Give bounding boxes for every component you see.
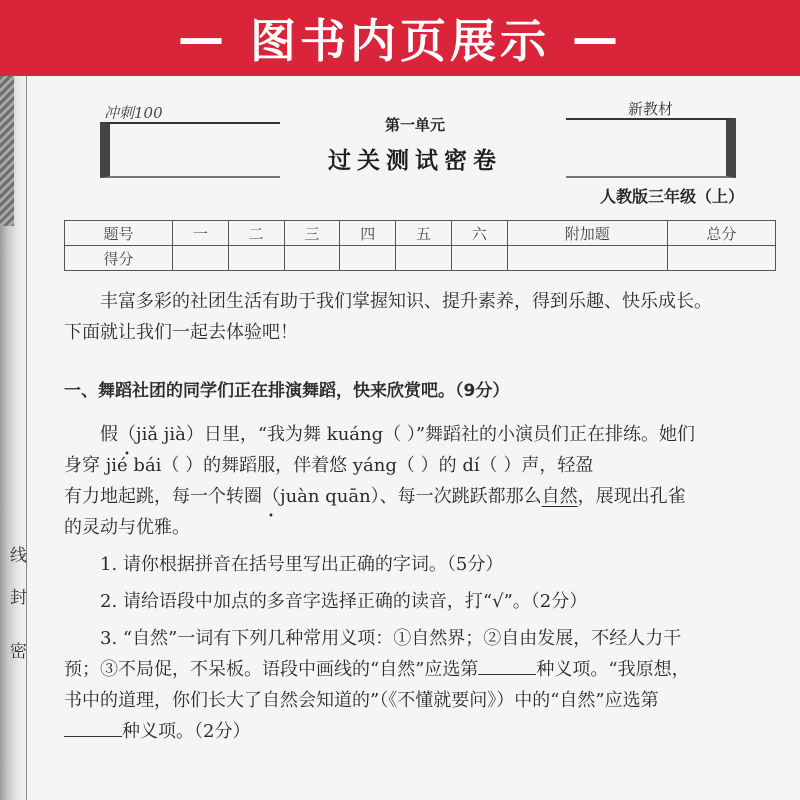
- side-word-seal: 封: [6, 588, 26, 605]
- question-3-text: 种义项。（2分）: [122, 721, 251, 742]
- side-word-line: 线: [6, 546, 26, 563]
- question-3-text: 预；③不局促，不呆板。语段中画线的“自然”应选第: [64, 659, 479, 680]
- section-one: [64, 376, 780, 747]
- passage: [64, 419, 780, 543]
- underlined-word: 自然: [541, 486, 578, 507]
- page-banner: [0, 0, 800, 76]
- table-cell: 二: [228, 221, 284, 246]
- score-blank-cell[interactable]: [284, 246, 340, 271]
- passage-text: 的灵动与优雅。: [64, 517, 190, 538]
- intro-text: [64, 286, 780, 348]
- banner-title: 图书内页展示: [250, 14, 550, 68]
- table-cell: 一: [173, 221, 229, 246]
- question-2: 2. 请给语段中加点的多音字选择正确的读音，打“√”。（2分）: [100, 591, 588, 612]
- header-left-frame: [100, 122, 280, 178]
- question-3: [64, 623, 780, 747]
- passage-text: （juàn quān）、每一次跳跃都那么: [262, 486, 542, 507]
- intro-line: 下面就让我们一起去体验吧！: [64, 322, 298, 343]
- dotted-char: 圈: [244, 486, 262, 507]
- passage-text: 身穿 jié bái（ ）的舞蹈服，伴着悠 yáng（ ）的 dí（ ）声，轻盈: [64, 455, 594, 476]
- table-cell: 四: [340, 221, 396, 246]
- passage-text: ，展现出孔雀: [577, 486, 686, 507]
- fold-line: [26, 76, 27, 800]
- score-blank-cell[interactable]: [340, 246, 396, 271]
- question-3-text: 书中的道理，你们长大了自然会知道的”（《不懂就要问》）中的“自然”应选第: [64, 690, 659, 711]
- unit-label: 第一单元: [384, 116, 445, 134]
- answer-blank[interactable]: [64, 736, 122, 737]
- question-3-text: 3. “自然”一词有下列几种常用义项：①自然界；②自由发展，不经人力干: [100, 628, 682, 649]
- passage-text: （jiǎ jià）日里，“我为舞 kuáng（ ）”舞蹈社的小演员们正在排练。她们: [118, 424, 696, 445]
- score-blank-cell[interactable]: [173, 246, 229, 271]
- section-heading: 一、舞蹈社团的同学们正在排演舞蹈，快来欣赏吧。（9分）: [64, 381, 510, 401]
- question-1: 1. 请你根据拼音在括号里写出正确的字词。（5分）: [100, 554, 504, 575]
- table-cell: 得分: [65, 246, 173, 271]
- header-right-frame: [566, 118, 736, 178]
- intro-line: 丰富多彩的社团生活有助于我们掌握知识、提升素养，得到乐趣、快乐成长。: [100, 291, 712, 312]
- edition-label: 新教材: [628, 100, 674, 118]
- banner-dash-right: —: [572, 11, 622, 65]
- binding-stripe: [0, 76, 14, 226]
- side-word-secret: 密: [6, 642, 26, 659]
- question-3-text: 种义项。“我原想，: [536, 659, 690, 680]
- passage-text: 有力地起跳，每一个转: [64, 486, 244, 507]
- series-label: 冲刺100: [104, 104, 163, 122]
- table-cell: 三: [284, 221, 340, 246]
- score-blank-cell[interactable]: [667, 246, 775, 271]
- table-cell: 附加题: [507, 221, 667, 246]
- grade-label: 人教版三年级（上）: [600, 187, 745, 206]
- table-row: [65, 246, 776, 271]
- table-cell: 题号: [65, 221, 173, 246]
- exam-page: [0, 76, 800, 800]
- score-blank-cell[interactable]: [228, 246, 284, 271]
- table-cell: 总分: [667, 221, 775, 246]
- score-table: [64, 220, 776, 271]
- table-cell: 五: [396, 221, 452, 246]
- answer-blank[interactable]: [478, 674, 536, 675]
- dotted-char: 假: [100, 424, 118, 445]
- table-row: [65, 221, 776, 246]
- binding-edge: [0, 76, 26, 800]
- paper-title: 过关测试密卷: [328, 147, 502, 174]
- banner-dash-left: —: [178, 11, 228, 65]
- score-blank-cell[interactable]: [396, 246, 452, 271]
- score-blank-cell[interactable]: [507, 246, 667, 271]
- score-blank-cell[interactable]: [451, 246, 507, 271]
- table-cell: 六: [451, 221, 507, 246]
